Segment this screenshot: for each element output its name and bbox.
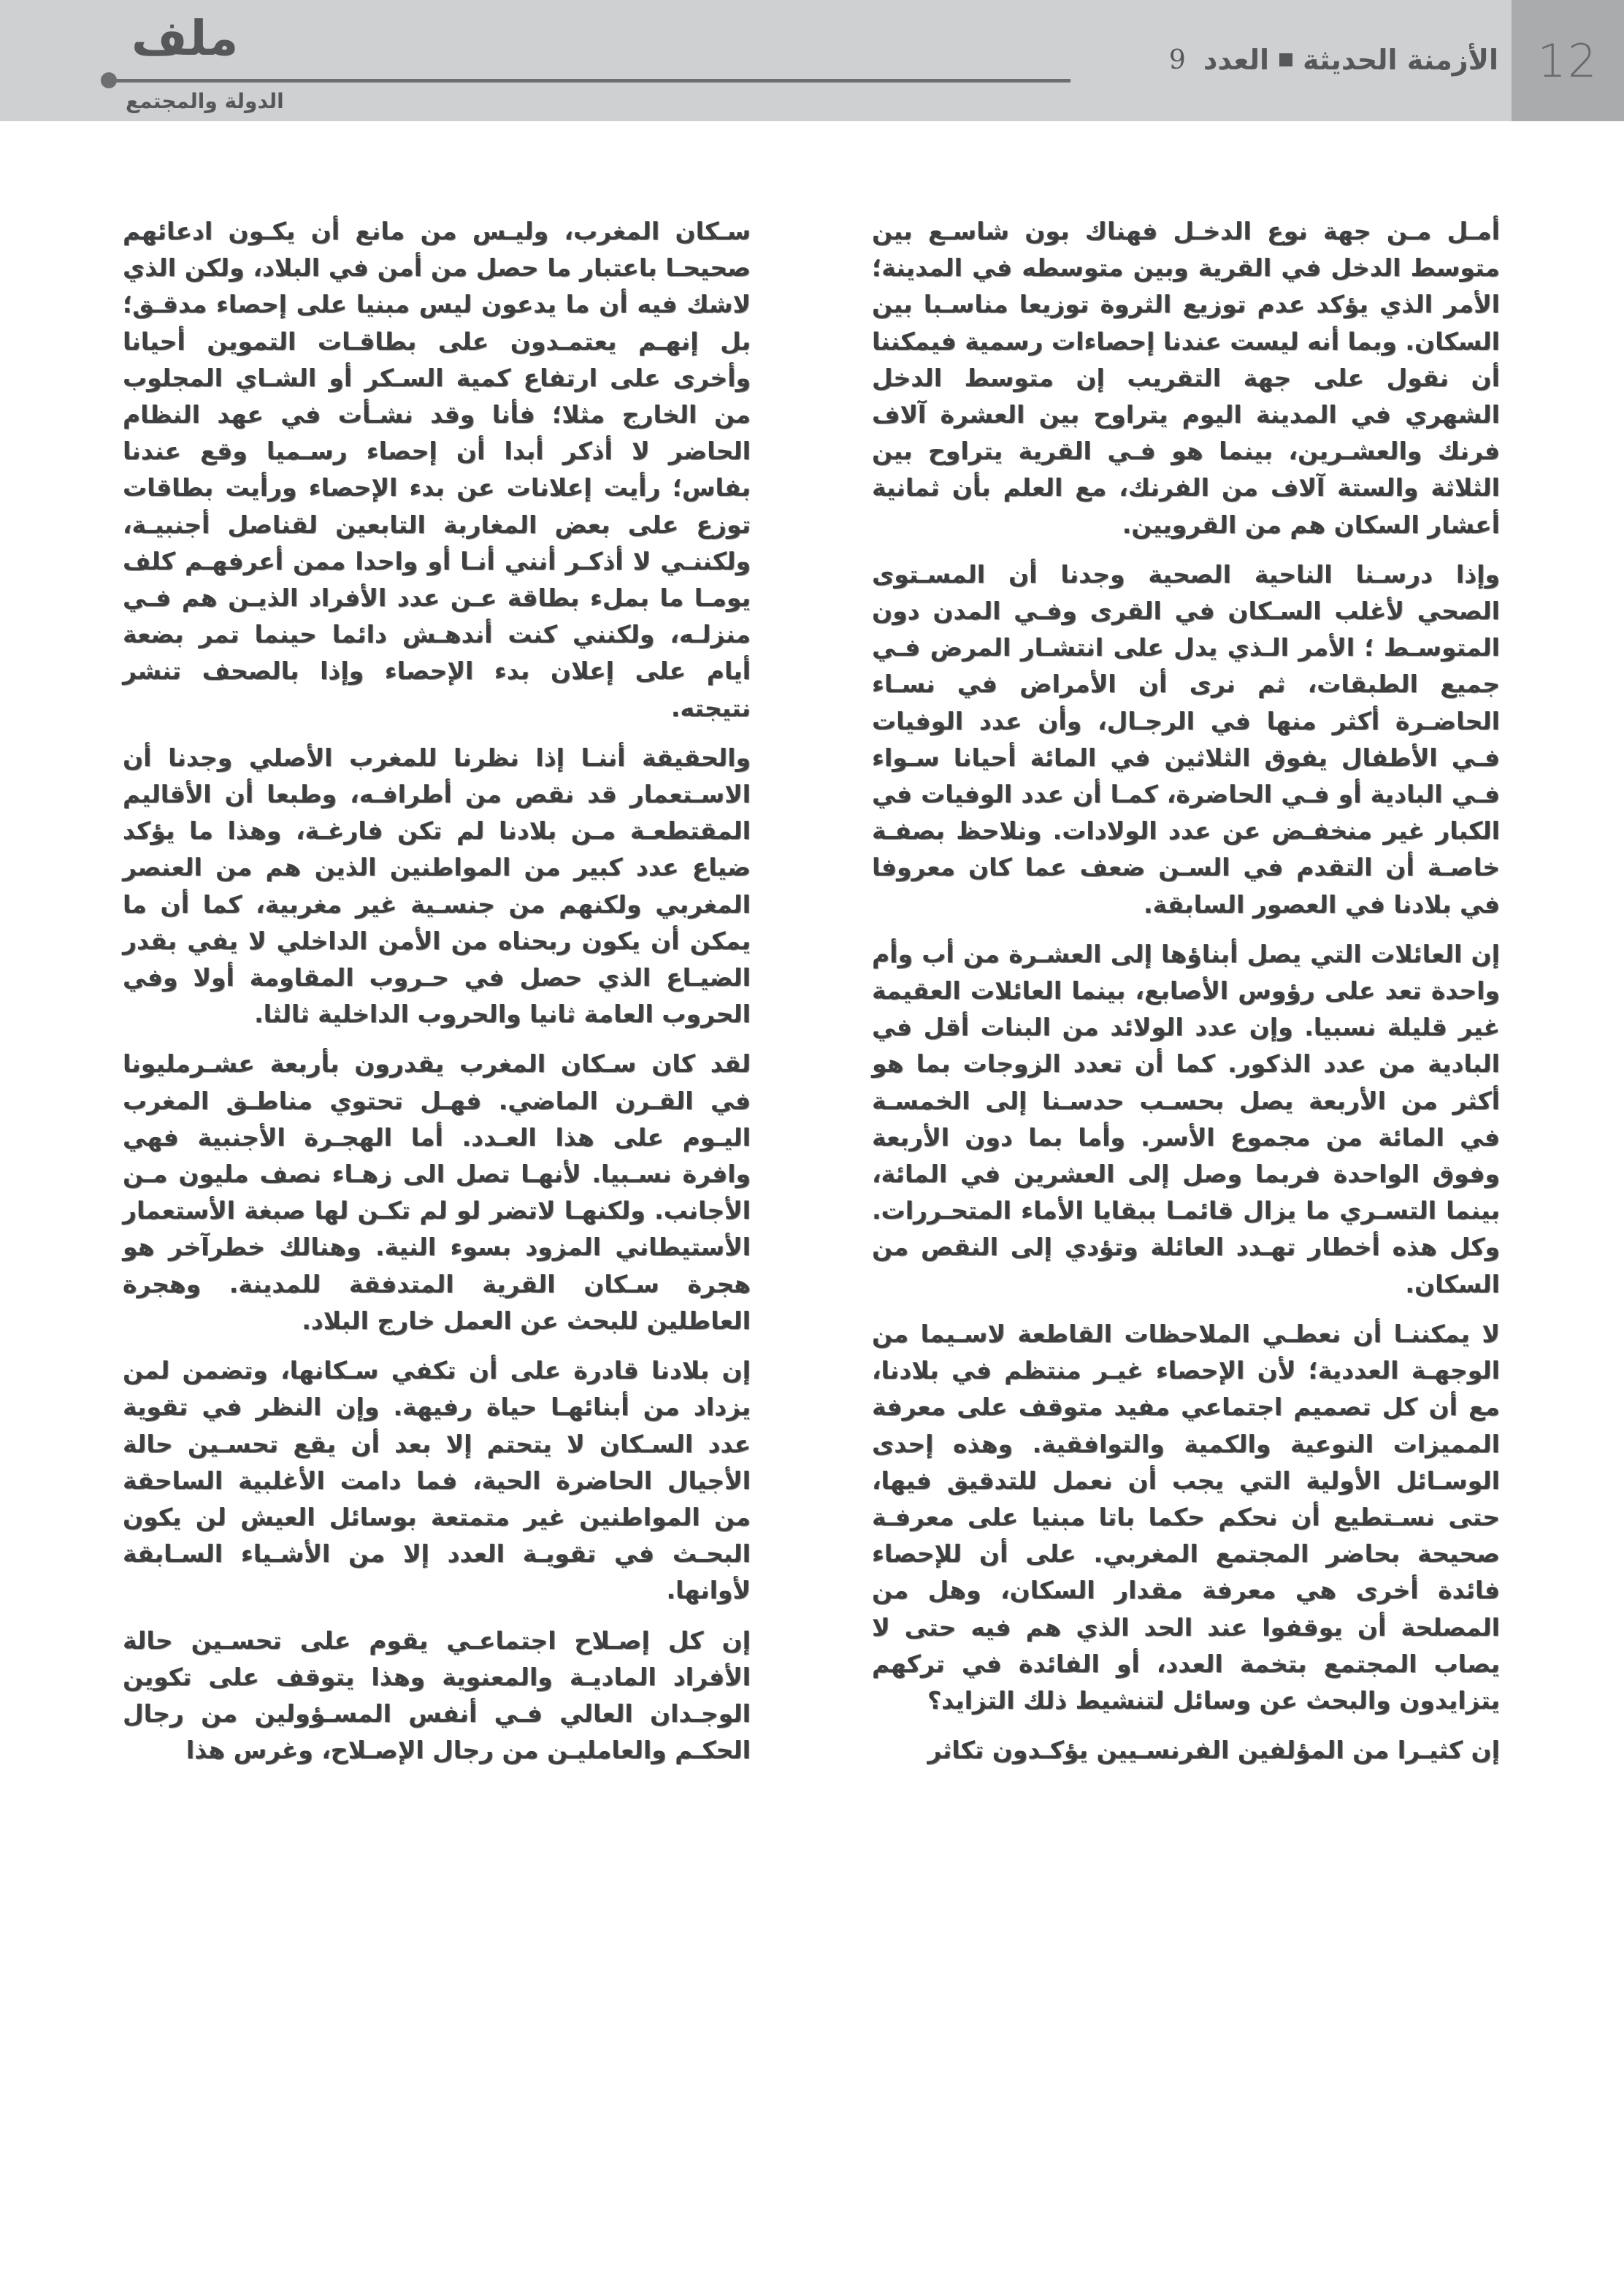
masthead (1169, 44, 1498, 76)
header-rule-divider (108, 79, 1070, 83)
paragraph: إن كثيـرا من المؤلفين الفرنسـيين يؤكـدون تكاثر (927, 1736, 1500, 1765)
paragraph: سـكان المغرب، وليـس من مانع أن يكـون ادعائهم صحيحـا باعتبار ما حصل من أمن في البلاد، ولكن الذي لاشك فيه أن ما يدعون ليس مبنيا على إحصاء مدقـق؛ بل إنهـم يعتمـدون على بطاقـات التموين أحيانا وأخرى على ارتفاع كمية السـكر أو الشـاي المجلوب من الخارج مثلا؛ فأنا وقد نشـأت في عهد النظام الحاضر لا أذكر أبدا أن إحصاء رسـميا وقع عندنا بفاس؛ رأيت إعلانات عن بدء الإحصاء ورأيت بطاقات توزع على بعض المغاربة التابعين لقناصل أجنبيـة، ولكننـي لا أذكـر أنني أنـا أو واحدا ممن أعرفهـم كلف يومـا ما بملء بطاقة عـن عدد الأفراد الذيـن هم فـي منزلـه، ولكنني كنت أندهـش دائما حينما تمر بضعة أيام على إعلان بدء الإحصاء وإذا بالصحف تنشر نتيجته. (123, 217, 751, 722)
section-title: ملف (131, 10, 239, 66)
paragraph: لقد كان سـكان المغرب يقدرون بأربعة عشـرمليونا في القـرن الماضي. فهـل تحتوي مناطـق المغرب اليـوم على هذا العـدد. أما الهجـرة الأجنبية فهي وافرة نسـبيا. لأنهـا تصل الى زهـاء نصف مليون مـن الأجانب. ولكنهـا لاتضر لو لم تكـن لها صبغة الأستعمار الأستيطاني المزود بسوء النية. وهنالك خطرآخر هو هجرة سـكان القرية المتدفقة للمدينة. وهجرة العاطلين للبحث عن العمل خارج البلاد. (123, 1049, 751, 1335)
paragraph: وإذا درسـنا الناحية الصحية وجدنا أن المسـتوى الصحي لأغلب السـكان في القرى وفـي المدن دون المتوسـط ؛ الأمر الـذي يدل على انتشـار المرض فـي جميع الطبقات، ثم نرى أن الأمراض في نسـاء الحاضـرة أكثر منها في الرجـال، وأن عدد الوفيات فـي الأطفال يفوق الثلاثين في المائة أحيانا سـواء فـي البادية أو فـي الحاضرة، كمـا أن عدد الوفيات في الكبار غير منخفـض عن عدد الولادات. ونلاحظ بصفـة خاصـة أن التقدم في السـن ضعف عما كان معروفا في بلادنا في العصور السابقة. (872, 559, 1500, 919)
paragraph: أمـل مـن جهة نوع الدخـل فهناك بون شاسـع بين متوسط الدخل في القرية وبين متوسطه في المدينة؛ الأمر الذي يؤكد عدم توزيع الثروة توزيعا مناسـبا بين السكان. وبما أنه ليست عندنا إحصاءات رسمية فيمكننا أن نقول على جهة التقريب إن متوسط الدخل الشهري في المدينة اليوم يتراوح بين العشرة آلاف فرنك والعشـرين، بينما هو فـي القرية يتراوح بين الثلاثة والستة آلاف من الفرنك، مع العلم بأن ثمانية أعشار السكان هم من القرويين. (872, 217, 1500, 539)
paragraph: لا يمكننـا أن نعطـي الملاحظات القاطعة لاسـيما من الوجهـة العددية؛ لأن الإحصاء غيـر منتظم في بلادنا، مع أن كل تصميم اجتماعي مفيد متوقف على معرفة المميزات النوعية والكمية والتوافقية. وهذه إحدى الوسـائل الأولية التي يجب أن نعمل للتدقيق فيها، حتى نسـتطيع أن نحكم حكما باتا مبنيا على معرفـة صحيحة بحاضر المجتمع المغربي. على أن للإحصاء فائدة أخرى هي معرفة مقدار السكان، وهل من المصلحة أن يوقفوا عند الحد الذي هم فيه حتى لا يصاب المجتمع بتخمة العدد، أو الفائدة في تركهم يتزايدون والبحث عن وسائل لتنشيط ذلك التزايد؟ (872, 1319, 1500, 1715)
article-column-right (872, 213, 1500, 1782)
article-column-left (123, 213, 751, 1782)
paragraph: إن بلادنا قادرة على أن تكفي سـكانها، وتضمن لمن يزداد من أبنائهـا حياة رفيهة. وإن النظر في تقوية عدد السـكان لا يتحتم إلا بعد أن يقع تحسـين حالة الأجيال الحاضرة الحية، فما دامت الأغلبية الساحقة من المواطنين غير متمتعة بوسائل العيش لن يكون البحـث في تقويـة العدد إلا من الأشـياء السـابقة لأوانها. (123, 1356, 751, 1605)
paragraph: والحقيقة أننـا إذا نظرنا للمغرب الأصلي وجدنا أن الاسـتعمار قد نقص من أطرافـه، وطبعا أن الأقاليم المقتطعـة مـن بلادنا لم تكن فارغـة، وهذا ما يؤكد ضياع عدد كبير من المواطنين الذين هم من العنصر المغربي ولكنهم من جنسـية غير مغربية، كما أن ما يمكن أن يكون ربحناه من الأمن الداخلي لا يفي بقدر الضيـاع الذي حصل في حـروب المقاومة أولا وفي الحروب العامة ثانيا والحروب الداخلية ثالثا. (123, 743, 751, 1029)
rule-end-dot-icon (101, 72, 117, 88)
issue-number: 9 (1168, 45, 1186, 75)
paragraph: إن كل إصـلاح اجتماعـي يقوم على تحسـين حالة الأفراد الماديـة والمعنوية وهذا يتوقف على تكوين الوجـدان العالي فـي أنفس المسـؤولين من رجال الحكـم والعامليـن من رجال الإصـلاح، وغرس هذا (123, 1625, 751, 1765)
issue-label: العدد (1203, 44, 1270, 76)
square-separator-icon (1279, 53, 1292, 66)
section-subtitle: الدولة والمجتمع (126, 89, 284, 113)
magazine-name: الأزمنة الحديثة (1303, 44, 1498, 76)
page-number: 12 (1537, 34, 1598, 88)
page-header (0, 0, 1624, 121)
page-number-tab (1512, 0, 1624, 121)
paragraph: إن العائلات التي يصل أبناؤها إلى العشـرة من أب وأم واحدة تعد على رؤوس الأصابع، بينما العائلات العقيمة غير قليلة نسبيا. وإن عدد الولائد من البنات أقل في البادية من عدد الذكور. كما أن تعدد الزوجات بما هو أكثر من الأربعة يصل بحسـب حدسـنا إلى الخمسـة في المائة من مجموع الأسر. وأما بما دون الأربعة وفوق الواحدة فربما وصل إلى العشرين في المائة، بينما التسـري ما يزال قائمـا ببقايا الأماء المتحـررات. وكل هذه أخطار تهـدد العائلة وتؤدي إلى النقص من السكان. (872, 939, 1500, 1298)
